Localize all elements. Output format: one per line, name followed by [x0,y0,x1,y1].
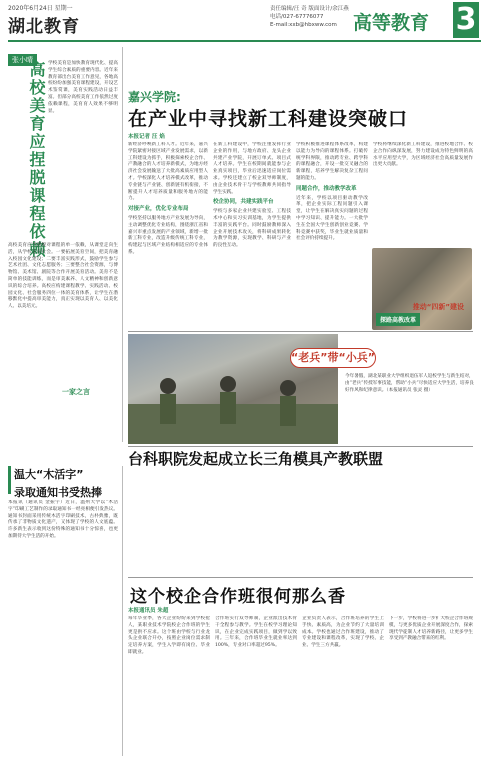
photo-caption: 探路高教改革 [376,313,420,326]
bottom-article-col2 [215,616,297,754]
paragraph: 合作班实行双导师制，企业派出技术骨干全程参与教学。学生在校学习理论知识，在企业完成实践项目，做到学以致用。三年来，合作班毕业生就业率达到100%，专业对口率超过95%。 [215,616,297,649]
column-signature: 一家之言 [62,387,90,396]
paragraph: 近年来，学校以项目驱动教学改革，把企业实际工程问题引入课堂，让学生在解决真实问题的过程中学习知识、提升能力。一大批学生在全国大学生创新创业竞赛、学科竞赛中获奖，毕业生就业质量和社会评价持续提升。 [296,195,368,242]
brief-headline-line2: 录取通知书受热捧 [14,486,102,499]
paragraph: 学校将继续深化新工科建设，推进校地合作、校企合作向纵深发展，努力建设成为特色鲜明的高水平应用型大学，为区域经济社会高质量发展作出更大贡献。 [373,142,473,168]
header-rule [8,40,481,42]
paragraph: 学校积极推进课程体系改革，构建以能力为导向的课程体系。打破传统学科界限，推动跨专业、跨学科的课程融合，开设一批交叉融合的新课程，培养学生解决复杂工程问题的能力。 [296,142,368,181]
photo-slogan: 推动“四新”建设 [412,303,464,311]
main-article-col1 [128,142,208,330]
page-number: 3 [453,2,479,38]
column-divider [122,466,123,756]
section-rule [128,446,473,447]
news-headline: 台科职院发起成立长三角模具产教联盟 [128,450,384,468]
paragraph: 新经济呼唤新工科人才。近年来，嘉兴学院紧密对接区域产业发展需求，以新工科建设为抓手，积极探索校企合作、产教融合的人才培养新模式，为地方经济社会发展输送了大批高素质应用型人才。学校深化人才培养模式改革，推动专业链与产业链、创新链有机衔接，不断提升人才培养质量和服务地方的能力。 [128,142,208,202]
paragraph: 学校坚持以服务地方产业发展为导向，主动调整优化专业结构，围绕浙江省和嘉兴市重点发展的产业领域，新增一批新工科专业，改造升级传统工科专业，构建起与区域产业结构相适应的专业体系。 [128,215,208,255]
email-line: E-mail:xxb@hbxww.com [270,22,337,28]
paragraph: 下一步，学校将进一步扩大校企合作班规模，与更多优质企业开展深度合作，探索现代学徒制人才培养新路径，让更多学生享受到产教融合带来的红利。 [389,616,473,642]
commentary-column [8,47,118,396]
main-article-col2 [213,142,291,330]
column-divider [122,47,123,442]
accent-bar [8,466,11,494]
news-brief [8,466,118,586]
paragraph: 本报讯（通讯员 金振宇）近日，温州大学以“木活字”印刷工艺制作的录取通知书一经亮相便引发热议。通知书封面采用传统木活字印刷技术，古朴典雅，既传承了非物质文化遗产，又体现了学校的人文底蕴。许多新生表示收到这份特殊的通知书十分惊喜，也更加期待大学生活的开始。 [8,500,118,539]
figure-body [160,394,176,424]
bottom-article-col1 [128,616,210,754]
paragraph: 学校与多家企业共建实验室、工程技术中心和实习实训基地，为学生提供丰富的实践平台。同时鼓励教师深入企业开展技术攻关，将科研成果转化为教学资源，实现教学、科研与产业的良性互动。 [213,209,291,249]
paragraph: 在新工科建设中，学校注重发挥行业企业的作用，与地方政府、龙头企业共建产业学院，开展订单式、项目式人才培养。学生在校期间就能参与企业真实项目，毕业后迅速适应岗位需求。学校还建立了校企双导师制度，由企业技术骨干与学校教师共同指导学生实践。 [213,142,291,195]
subheading: 校企协同，共建实践平台 [213,199,274,206]
bottom-article-col4 [389,616,473,754]
brief-text [8,500,118,650]
figure-head [160,378,176,394]
main-article-headline: 在产业中寻找新工科建设突破口 [128,108,409,130]
author-tag: 张小晴 [8,54,37,66]
section-rule [128,331,473,332]
editor-line: 责任编辑/汪 奇 版面设计/余江燕 [270,6,349,12]
main-article-kicker: 嘉兴学院: [128,90,181,104]
issue-date: 2020年6月24日 星期一 [8,5,73,12]
brief-headline-line1: 温大“木活字” [14,468,84,481]
main-article-col3 [296,142,368,330]
photo-story-caption: 今年暑假，湖北某职业大学组织退伍军人返校学生与新生结对，由“老兵”传授军事技能，帮助“小兵”尽快适应大学生活，培养良好作风和纪律意识。（本报通讯员 张灵 摄） [345,374,474,393]
figure-body [220,392,236,424]
figure-body [280,396,296,426]
commentary-text-b: 高校美育应当摆脱对课程的单一依赖，从课堂走向生活，从学校走向社会。一要拓展美育空间，把美育融入校园文化建设；二要丰富实践形式，鼓励学生参与艺术社团、文化志愿服务；三要整合社会资源，与博物馆、美术馆、剧院等合作开展美育活动。美育不是简单的技能训练，而是审美素养、人文精神和创新意识的综合培养。高校应构建课程教学、实践活动、校园文化、社会服务四位一体的美育体系，让学生在潜移默化中提高审美能力，真正实现以美育人、以美化人、以美培元。 [8,243,118,310]
subheading: 同题合作，推动教学改革 [296,185,357,192]
commentary-title: 高校美育应捏脱课程依赖 [27,61,46,259]
figure-head [220,376,236,392]
subheading: 对接产业，优化专业布局 [128,206,189,213]
campus-photo [372,248,472,330]
commentary-text-a: 学校美育是加快教育现代化、提高学生综合素质的重要内容。近年来教育部出台美育工作意见，各地高校纷纷加强美育课程建设，开设艺术鉴赏课，美育实践活动日益丰富。但部分高校美育工作依然过度依赖课程，美育育人效果不够明显。 [48,61,118,114]
main-article-col4 [373,142,473,242]
paragraph: 企业负责人表示，合作班培养的学生上手快、素质高，为企业节约了大量培训成本。学校也通过合作班建设，推动了专业建设和课程改革，实现了学校、企业、学生三方共赢。 [302,616,384,649]
paragraph: 每年毕业季，各大企业纷纷来到学校抢人，某职业技术学院校企合作班的学生更是供不应求。这个班由学校与行业龙头企业联合开办，按照企业岗位需求制定培养方案，学生入学即有岗位、毕业即就业。 [128,616,210,655]
main-article-byline: 本报记者 汪 焰 [128,134,165,140]
bottom-article-col3 [302,616,384,754]
bottom-article-byline: 本报通讯员 朱超 [128,608,169,614]
page-header [0,0,481,44]
section-rule [128,577,473,578]
photo-story-title: “老兵”带“小兵” [290,348,376,368]
section-title: 高等教育 [353,12,430,34]
bottom-article-headline: 这个校企合作班很何那么香 [130,587,346,607]
editor-info [270,5,349,29]
figure-head [280,380,296,396]
newspaper-logo: 湖北教育 [8,17,80,37]
phone-line: 电话/027-67776077 [270,14,324,20]
